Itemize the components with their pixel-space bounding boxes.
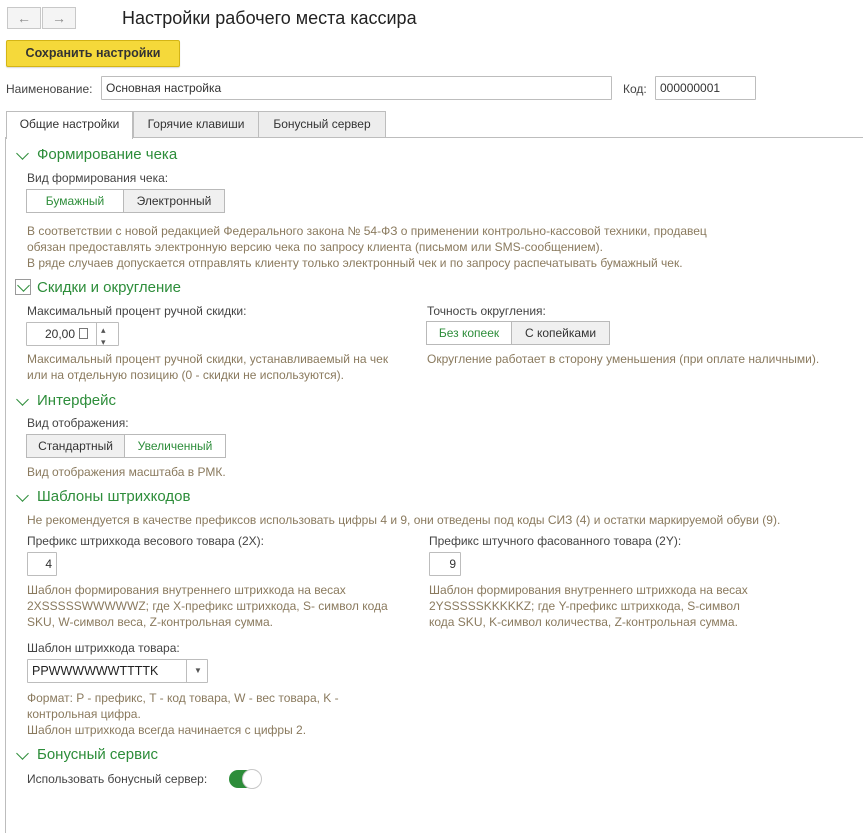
weight-prefix-input[interactable]: 4 [27,552,57,576]
receipt-hint: В соответствии с новой редакцией Федерального закона № 54-ФЗ о применении контрольно-кассовой техники, продавец обязан предоставлять электронную версию чека по запросу клиента (письмом или SMS-сообщением). В ряде случаев допускается отправлять клиенту только электронный чек и по запросу распечатывать бумажный чек. [27,224,707,270]
receipt-kind-label: Вид формирования чека: [27,171,169,185]
tab-divider [5,137,863,138]
page-title: Настройки рабочего места кассира [122,8,417,28]
section-discounts-title[interactable]: Скидки и округление [37,279,182,296]
section-barcodes-title[interactable]: Шаблоны штрихкодов [37,488,191,505]
chevron-down-icon[interactable]: ▼ [194,666,202,675]
view-standard-option[interactable]: Стандартный [26,434,125,458]
barcode-template-label: Шаблон штрихкода товара: [27,641,180,655]
barcode-template-select[interactable] [27,659,208,683]
rounding-kopecks-option[interactable]: С копейками [511,321,610,345]
name-input[interactable]: Основная настройка [101,76,612,100]
tab-bonus-server[interactable]: Бонусный сервер [258,111,386,138]
receipt-paper-option[interactable]: Бумажный [26,189,124,213]
calculator-icon[interactable] [79,328,88,339]
arrow-left-icon: ← [17,10,31,26]
rounding-label: Точность округления: [427,304,546,318]
barcode-template-value: PPWWWWWWTTTTK [32,664,159,678]
section-interface-title[interactable]: Интерфейс [37,392,117,409]
spin-down-icon[interactable]: ▾ [101,337,106,347]
panel-border [5,137,6,833]
max-discount-hint: Максимальный процент ручной скидки, устанавливаемый на чек или на отдельную позицию (0 - скидки не используются). [27,352,389,382]
rounding-hint: Округление работает в сторону уменьшения (при оплате наличными). [427,352,820,366]
name-label: Наименование: [6,82,93,96]
barcodes-warning: Не рекомендуется в качестве префиксов использовать цифры 4 и 9, они отведены под коды СИЗ (4) и остатки маркируемой обуви (9). [27,513,781,527]
chevron-down-icon[interactable] [16,393,29,406]
forward-button[interactable] [42,7,76,29]
piece-prefix-label: Префикс штучного фасованного товара (2Y): [429,534,682,548]
use-bonus-toggle[interactable] [229,770,261,788]
view-label: Вид отображения: [27,416,129,430]
save-settings-button[interactable]: Сохранить настройки [6,40,180,67]
view-enlarged-option[interactable]: Увеличенный [124,434,226,458]
barcode-template-hint: Формат: P - префикс, T - код товара, W - вес товара, K - контрольная цифра. Шаблон штрихкода всегда начинается с цифры 2. [27,691,339,737]
max-discount-field[interactable] [26,322,119,346]
toggle-knob [242,769,262,789]
weight-prefix-hint: Шаблон формирования внутреннего штрихкода на весах 2XSSSSSWWWWWZ; где X-префикс штрихкода, S- символ кода SKU, W-символ веса, Z-контрольная сумма. [27,583,388,629]
tab-general[interactable]: Общие настройки [6,111,133,139]
weight-prefix-label: Префикс штрихкода весового товара (2X): [27,534,264,548]
use-bonus-label: Использовать бонусный сервер: [27,772,208,786]
view-hint: Вид отображения масштаба в РМК. [27,465,226,479]
code-label: Код: [623,82,647,96]
section-receipt-title[interactable]: Формирование чека [37,146,178,163]
back-button[interactable] [7,7,41,29]
tab-hotkeys[interactable]: Горячие клавиши [133,111,259,138]
max-discount-value: 20,00 [44,327,75,341]
chevron-down-icon[interactable] [16,147,29,160]
max-discount-label: Максимальный процент ручной скидки: [27,304,247,318]
chevron-down-icon[interactable] [16,489,29,502]
rounding-no-kopecks-option[interactable]: Без копеек [426,321,512,345]
receipt-electronic-option[interactable]: Электронный [123,189,225,213]
section-bonus-title[interactable]: Бонусный сервис [37,746,158,763]
chevron-down-icon[interactable] [16,747,29,760]
spin-up-icon[interactable]: ▴ [101,325,106,335]
piece-prefix-input[interactable]: 9 [429,552,461,576]
piece-prefix-hint: Шаблон формирования внутреннего штрихкода на весах 2YSSSSSKKKKKZ; где Y-префикс штрихкода, S-символ кода SKU, K-символ количества, Z-контрольная сумма. [429,583,748,629]
code-input[interactable]: 000000001 [655,76,756,100]
arrow-right-icon: → [52,10,66,26]
